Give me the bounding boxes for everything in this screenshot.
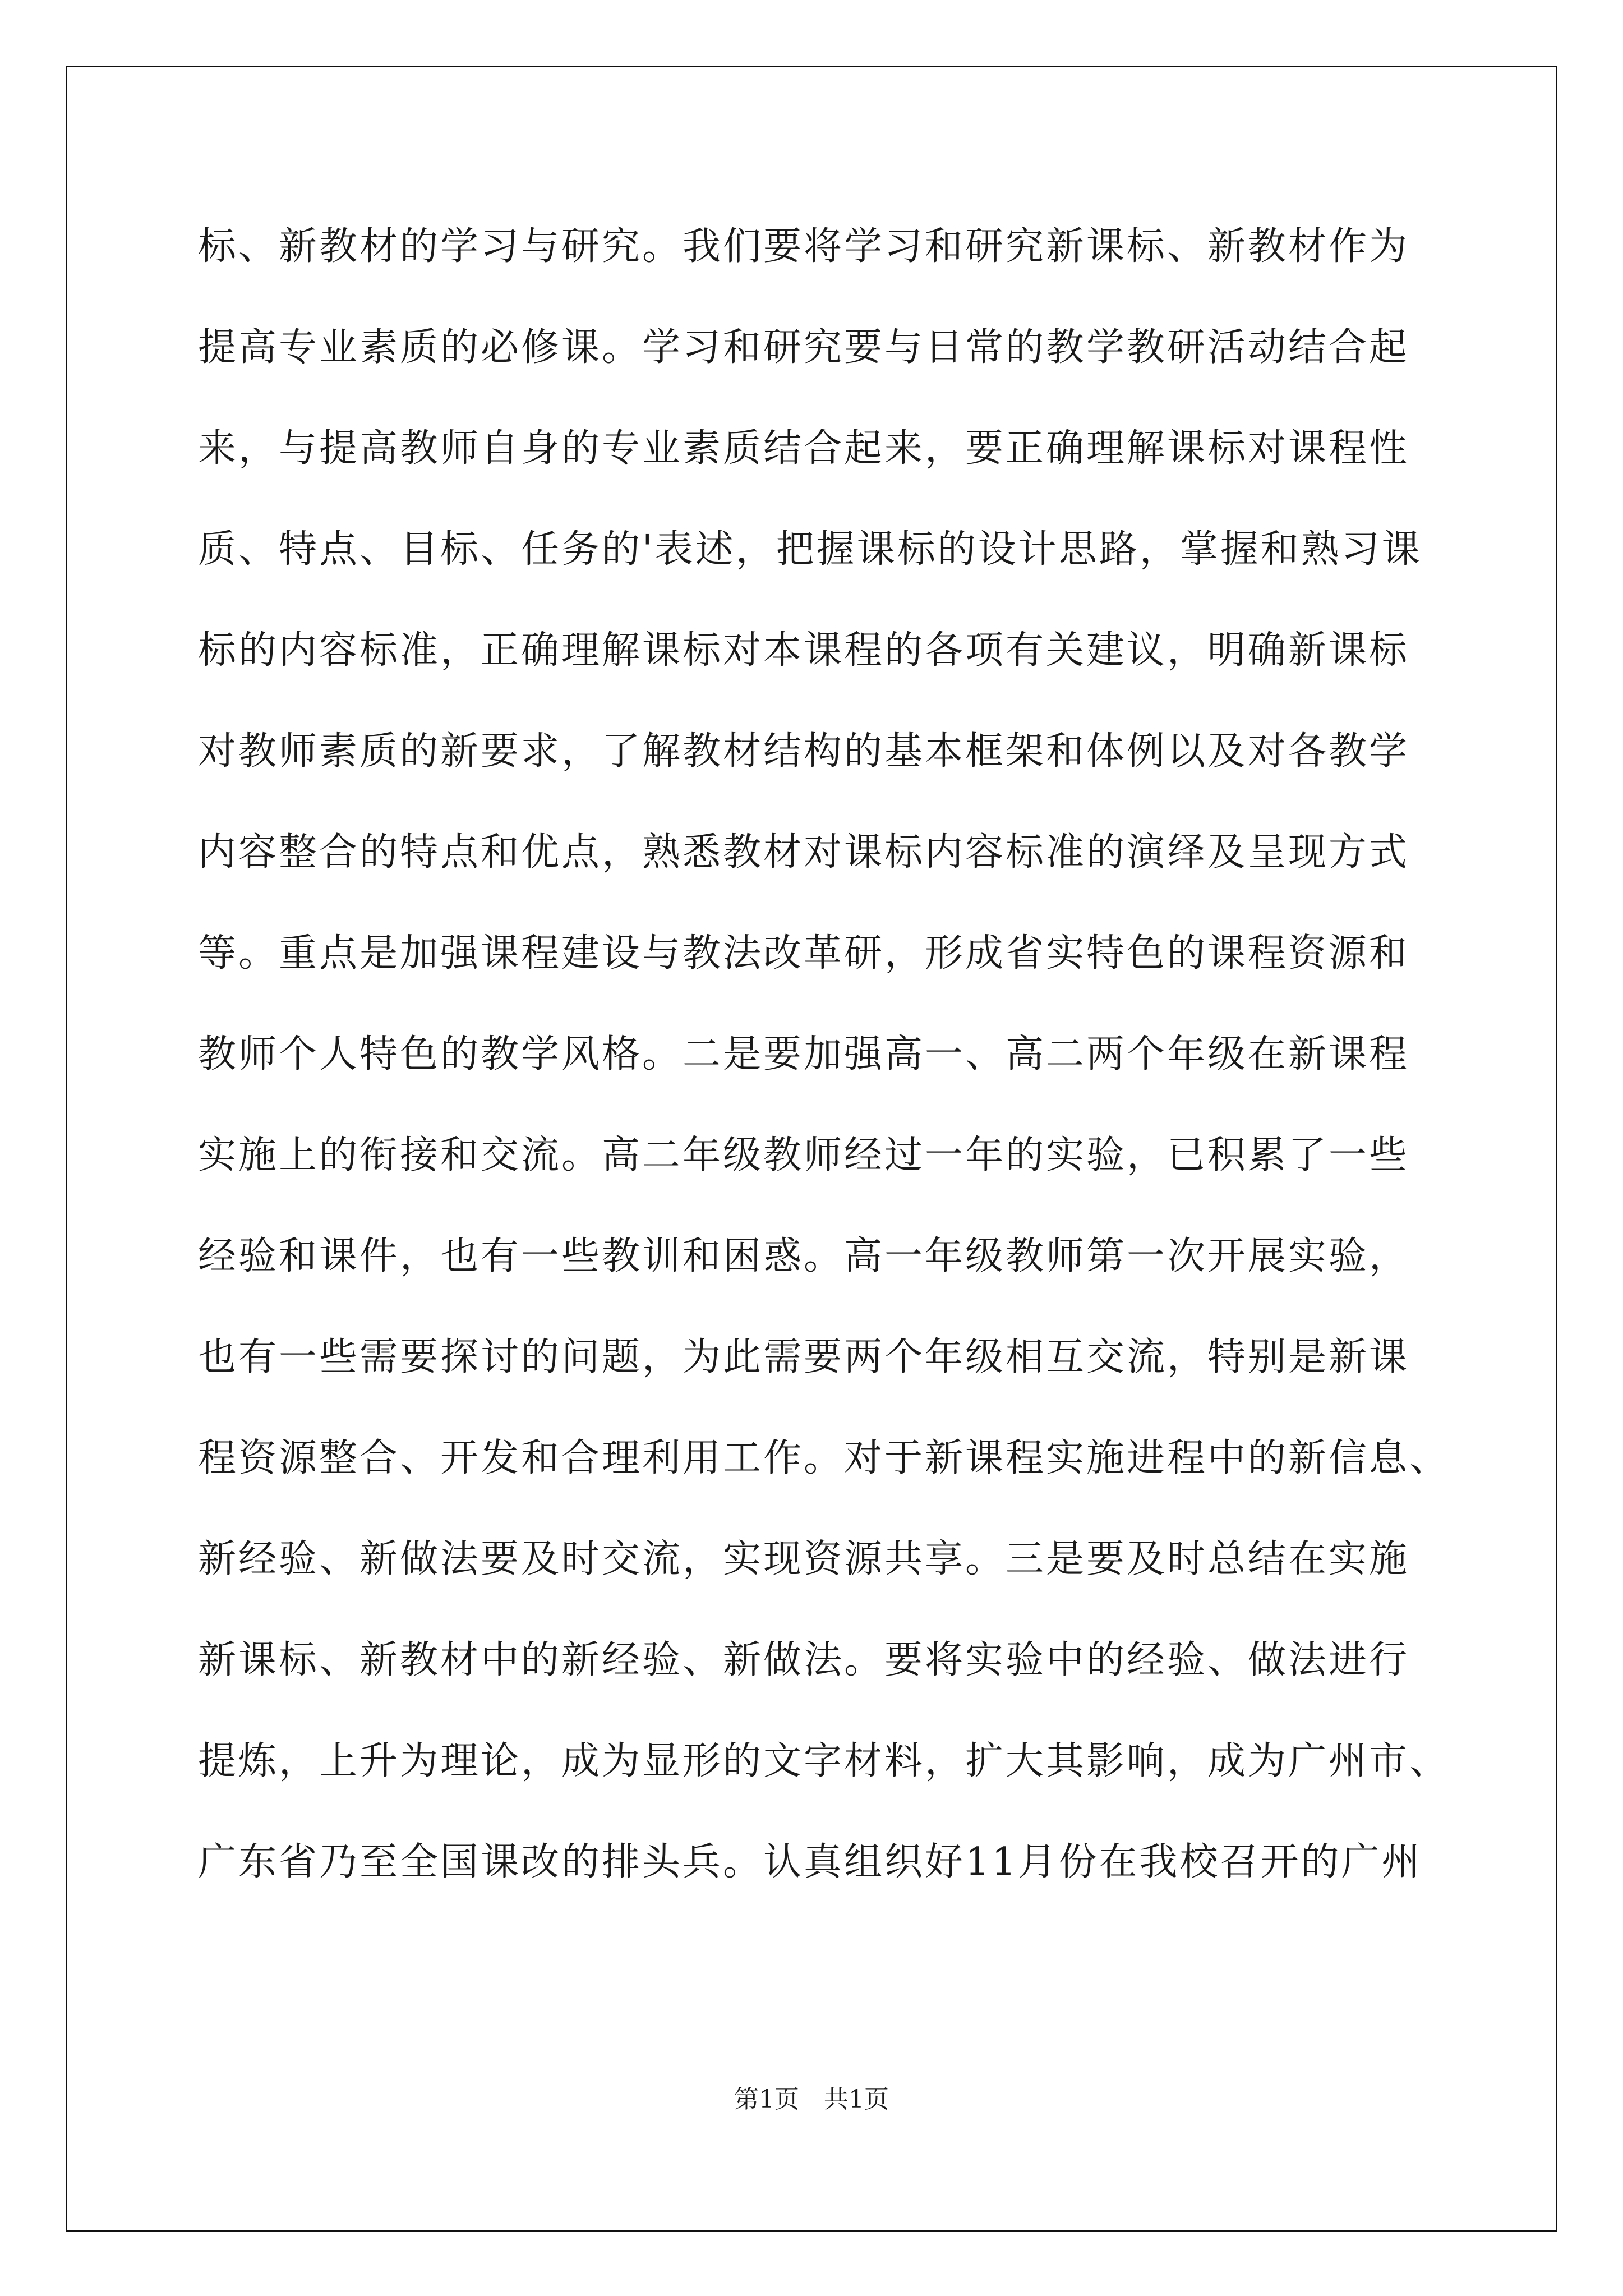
text-line: 等。重点是加强课程建设与教法改革研，形成省实特色的课程资源和: [198, 931, 1410, 976]
text-line: 教师个人特色的教学风格。二是要加强高一、高二两个年级在新课程: [198, 1032, 1410, 1076]
page-number: 第1页 共1页: [734, 2085, 889, 2114]
text-line: 标、新教材的学习与研究。我们要将学习和研究新课标、新教材作为: [198, 224, 1410, 269]
text-line: 内容整合的特点和优点，熟悉教材对课标内容标准的演绎及呈现方式: [198, 830, 1410, 875]
text-line: 对教师素质的新要求，了解教材结构的基本框架和体例以及对各教学: [198, 729, 1410, 774]
text-line: 标的内容标准，正确理解课标对本课程的各项有关建议，明确新课标: [198, 628, 1410, 673]
text-line: 广东省乃至全国课改的排头兵。认真组织好11月份在我校召开的广州: [198, 1840, 1422, 1884]
body-text: [198, 216, 1450, 1932]
text-line: 经验和课件，也有一些教训和困惑。高一年级教师第一次开展实验，: [198, 1234, 1410, 1278]
text-line: 提高专业素质的必修课。学习和研究要与日常的教学教研活动结合起: [198, 325, 1410, 370]
text-line: 来，与提高教师自身的专业素质结合起来，要正确理解课标对课程性: [198, 426, 1410, 471]
text-line: 程资源整合、开发和合理利用工作。对于新课程实施进程中的新信息、: [198, 1436, 1450, 1480]
text-line: 质、特点、目标、任务的'表述，把握课标的设计思路，掌握和熟习课: [198, 527, 1422, 572]
text-line: 提炼，上升为理论，成为显形的文字材料，扩大其影响，成为广州市、: [198, 1739, 1450, 1783]
text-line: 新经验、新做法要及时交流，实现资源共享。三是要及时总结在实施: [198, 1537, 1410, 1581]
text-line: 新课标、新教材中的新经验、新做法。要将实验中的经验、做法进行: [198, 1638, 1410, 1682]
text-line: 实施上的衔接和交流。高二年级教师经过一年的实验，已积累了一些: [198, 1133, 1410, 1177]
text-line: 也有一些需要探讨的问题，为此需要两个年级相互交流，特别是新课: [198, 1335, 1410, 1379]
